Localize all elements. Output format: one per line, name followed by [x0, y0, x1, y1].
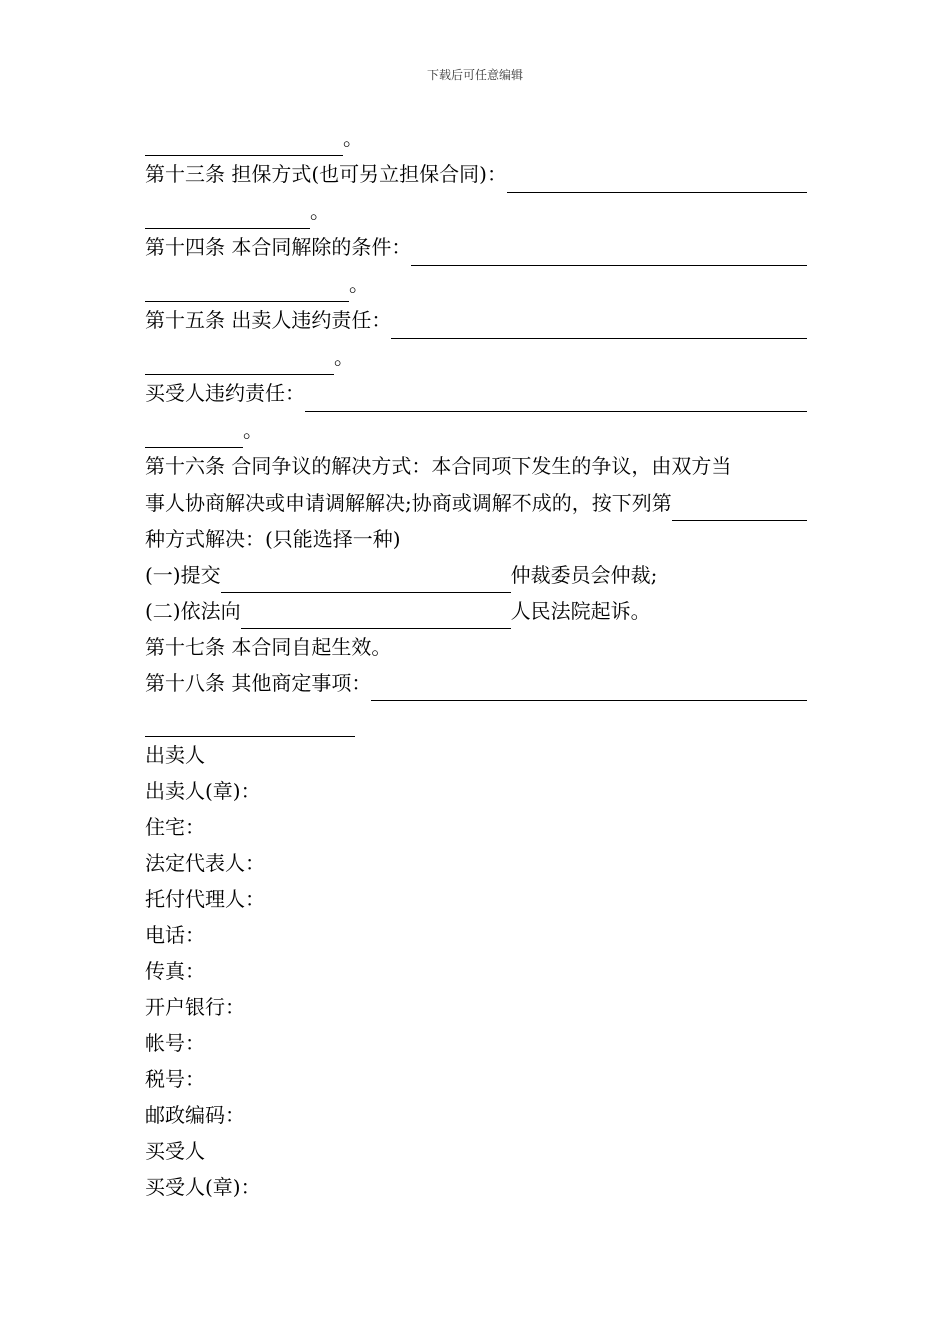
article-14-cont	[145, 266, 807, 302]
blank-line	[145, 204, 310, 229]
blank-line	[145, 423, 243, 448]
article-16-line1	[145, 448, 807, 485]
article-18-cont	[145, 701, 807, 737]
buyer-field: 买受人	[145, 1139, 205, 1163]
seller-block	[145, 737, 807, 1133]
blank-line	[145, 131, 343, 156]
option-1	[145, 557, 807, 593]
page-header: 下载后可任意编辑	[426, 68, 523, 82]
buyer-liability-text: 买受人违约责任：	[145, 381, 305, 405]
seller-field: 住宅：	[145, 815, 205, 839]
option-1-suffix: 仲裁委员会仲裁;	[510, 563, 658, 587]
seller-field: 法定代表人：	[145, 851, 265, 875]
period: 。	[243, 418, 263, 442]
seller-field: 出卖人(章)：	[145, 779, 261, 803]
blank-line	[241, 604, 511, 629]
article-16-text: 第十六条 合同争议的解决方式：本合同项下发生的争议，由双方当	[145, 454, 732, 478]
buyer-liability-cont	[145, 412, 807, 448]
article-16-line2	[145, 485, 807, 521]
blank-line	[145, 277, 349, 302]
period: 。	[343, 126, 363, 150]
seller-field: 托付代理人：	[145, 887, 265, 911]
buyer-block	[145, 1133, 807, 1205]
blank-line	[672, 496, 807, 521]
blank-line	[371, 676, 807, 701]
period: 。	[349, 272, 369, 296]
article-13-cont	[145, 193, 807, 229]
article-16-text: 种方式解决：(只能选择一种)	[145, 527, 401, 551]
seller-field: 传真：	[145, 959, 205, 983]
blank-line	[145, 712, 355, 737]
option-2-suffix: 人民法院起诉。	[510, 599, 651, 623]
article-16-text: 事人协商解决或申请调解解决;协商或调解不成的，按下列第	[145, 491, 672, 515]
blank-line	[305, 387, 807, 412]
article-17	[145, 629, 807, 665]
seller-field: 税号：	[145, 1067, 205, 1091]
option-1-prefix: (一)提交	[145, 563, 221, 587]
article-16-line3	[145, 521, 807, 557]
seller-field: 电话：	[145, 923, 205, 947]
option-2-prefix: (二)依法向	[145, 599, 241, 623]
article-15-text: 第十五条 出卖人违约责任：	[145, 308, 392, 332]
blank-line	[411, 241, 807, 266]
period: 。	[334, 345, 354, 369]
article-15	[145, 302, 807, 339]
blank-line	[507, 168, 807, 193]
article-17-text: 第十七条 本合同自起生效。	[145, 635, 392, 659]
option-2	[145, 593, 807, 629]
buyer-field: 买受人(章)：	[145, 1175, 261, 1199]
article-18-text: 第十八条 其他商定事项：	[145, 671, 372, 695]
article-18	[145, 665, 807, 701]
period: 。	[310, 199, 330, 223]
seller-field: 开户银行：	[145, 995, 245, 1019]
seller-field: 出卖人	[145, 743, 205, 767]
article-13	[145, 156, 807, 193]
article-14	[145, 229, 807, 266]
continuation-line	[145, 120, 807, 156]
article-15-cont	[145, 339, 807, 375]
article-13-text: 第十三条 担保方式(也可另立担保合同)：	[145, 162, 507, 186]
contract-body	[145, 120, 807, 1205]
seller-field: 帐号：	[145, 1031, 205, 1055]
buyer-liability	[145, 375, 807, 412]
blank-line	[221, 568, 511, 593]
article-14-text: 第十四条 本合同解除的条件：	[145, 235, 412, 259]
blank-line	[391, 314, 807, 339]
seller-field: 邮政编码：	[145, 1103, 245, 1127]
blank-line	[145, 350, 334, 375]
